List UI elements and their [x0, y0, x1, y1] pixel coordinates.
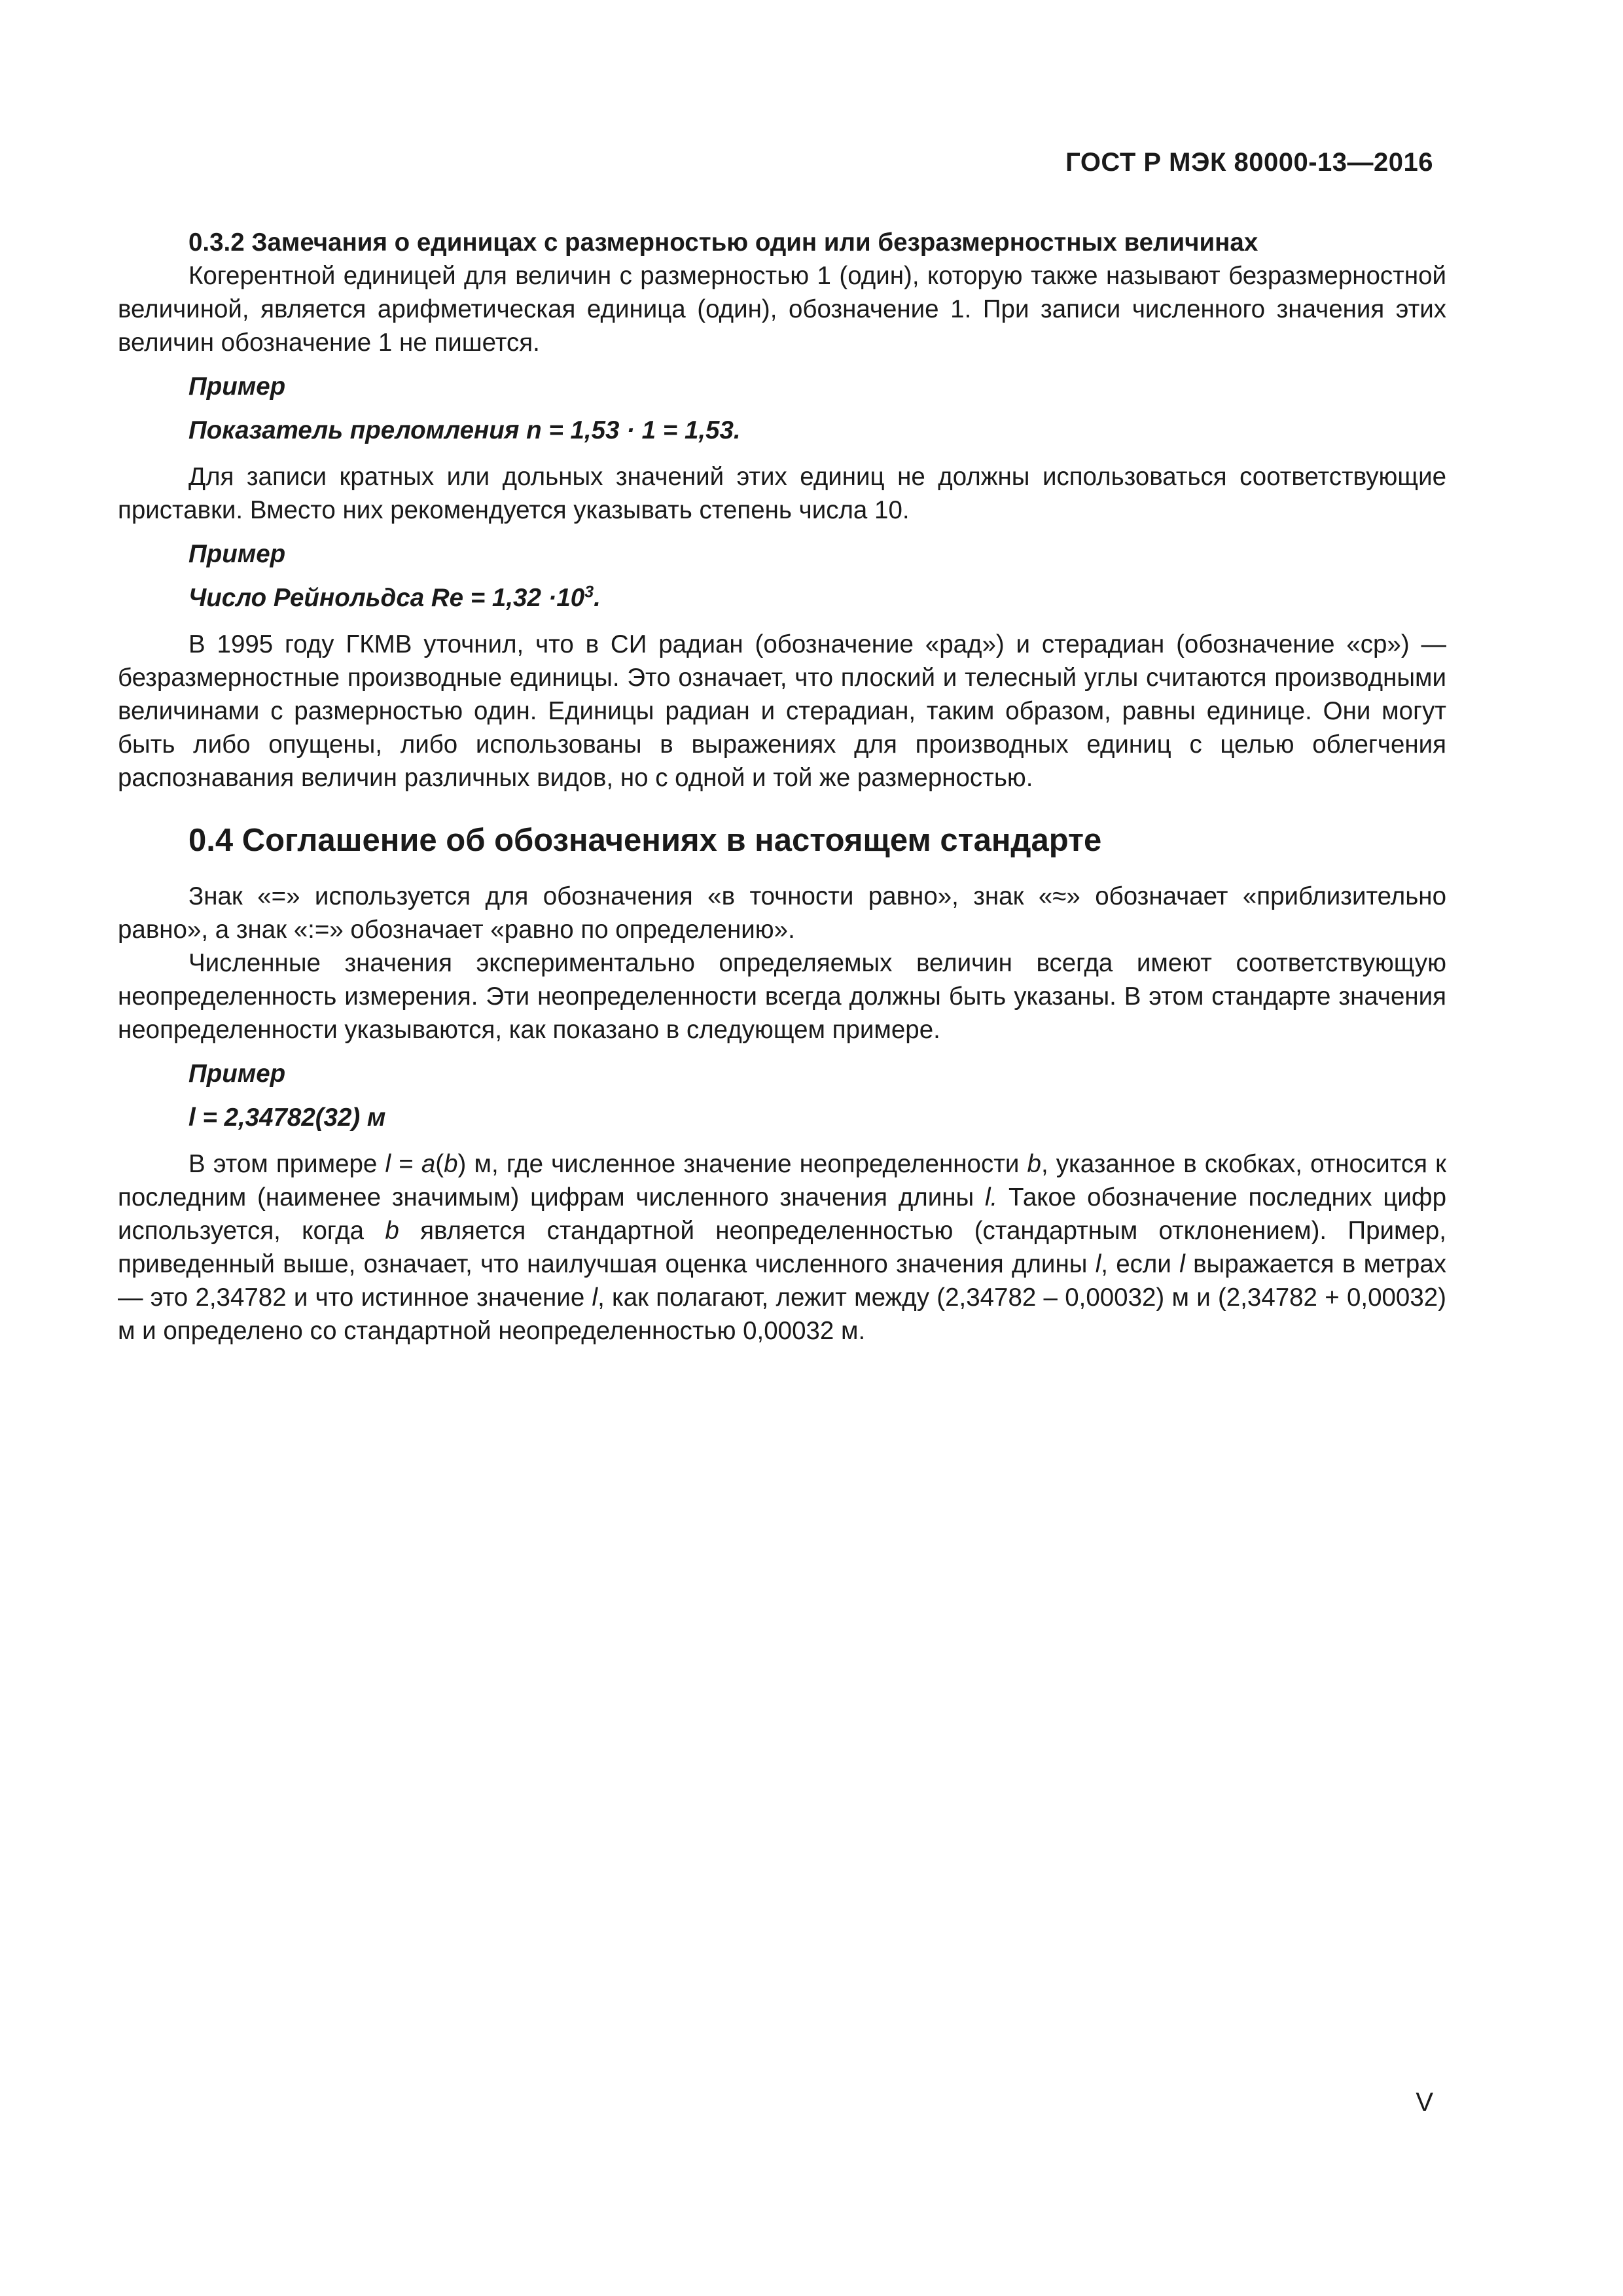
document-standard-code: ГОСТ Р МЭК 80000-13—2016 — [1065, 148, 1433, 177]
paragraph-uncertainty-explanation: В этом примере l = a(b) м, где численное значение неопределенности b, указанное в скобках, относится к последним (наименее значимым) цифрам численного значения длины l. Такое обозначение последних цифр используется, когда b является стандартной неопределенностью (стандартным отклонением). Пример, приведенный выше, означает, что наилучшая оценка численного значения длины l, если l выражается в метрах — это 2,34782 и что истинное значение l, как полагают, лежит между (2,34782 – 0,00032) м и (2,34782 + 0,00032) м и определено со стандартной неопределенностью 0,00032 м. — [118, 1150, 1447, 1345]
variable-l: l — [385, 1150, 391, 1178]
variable-l: l — [1179, 1250, 1185, 1278]
example-label: Пример — [188, 372, 286, 401]
variable-a: a — [421, 1150, 436, 1178]
example-reynolds-suffix: . — [594, 584, 601, 612]
paragraph-equality-signs: Знак «=» используется для обозначения «в точности равно», знак «≈» обозначает «приблизительно равно», а знак «:=» обозначает «равно по определению». — [118, 882, 1446, 944]
example-label: Пример — [188, 1060, 286, 1088]
variable-l: l — [1095, 1250, 1101, 1278]
page-number: V — [1416, 2088, 1433, 2117]
paragraph-uncertainty: Численные значения экспериментально определяемых величин всегда имеют соответствующую неопределенность измерения. Эти неопределенности всегда должны быть указаны. В этом стандарте значения неопределенности указываются, как показано в следующем примере. — [118, 949, 1446, 1044]
paragraph-coherent-unit: Когерентной единицей для величин с размерностью 1 (один), которую также называют безразмерностной величиной, является арифметическая единица (один), обозначение 1. При записи численного значения этих величин обозначение 1 не пишется. — [118, 262, 1446, 357]
paragraph-radian-steradian: В 1995 году ГКМВ уточнил, что в СИ радиан (обозначение «рад») и стерадиан (обозначение «ср») — безразмерностные производные единицы. Это означает, что плоский и телесный углы считаются производными величинами с размерностью один. Единицы радиан и стерадиан, таким образом, равны единице. Они могут быть либо опущены, либо использованы в выражениях для производных единиц с целью облегчения распознавания величин различных видов, но с одной и той же размерностью. — [118, 630, 1446, 792]
paragraph-prefixes: Для записи кратных или дольных значений этих единиц не должны использоваться соответствующие приставки. Вместо них рекомендуется указывать степень числа 10. — [118, 463, 1446, 524]
variable-b: b — [444, 1150, 458, 1178]
page-content — [118, 226, 1446, 1348]
section-heading-0-4: 0.4 Соглашение об обозначениях в настоящем стандарте — [188, 823, 1102, 858]
variable-b: b — [385, 1217, 399, 1245]
variable-b: b — [1027, 1150, 1041, 1178]
example-refraction-index: Показатель преломления n = 1,53 · 1 = 1,53. — [188, 416, 741, 444]
example-reynolds-number — [118, 581, 1446, 615]
variable-l: l — [592, 1283, 598, 1312]
variable-l: l. — [985, 1183, 998, 1211]
example-reynolds-text: Число Рейнольдса Re = 1,32 ·10 — [188, 584, 585, 612]
example-length-uncertainty: l = 2,34782(32) м — [188, 1103, 386, 1132]
subsection-heading-0-3-2: 0.3.2 Замечания о единицах с размерностью один или безразмерностных величинах — [188, 228, 1258, 257]
example-reynolds-exponent: 3 — [584, 583, 594, 601]
example-label: Пример — [188, 540, 286, 568]
